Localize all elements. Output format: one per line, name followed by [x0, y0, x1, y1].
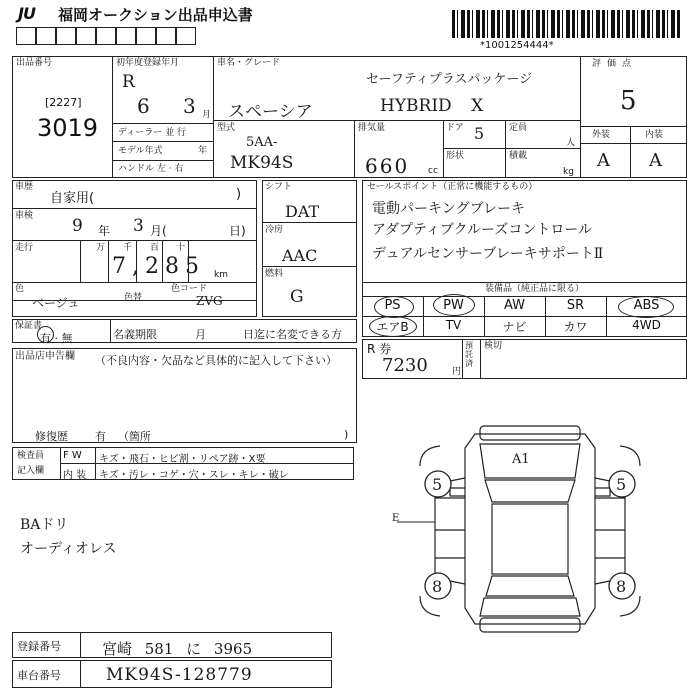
- inspector-row1-items: キズ・飛石・ヒビ割・リペア跡・X要: [99, 454, 266, 465]
- mileage-digit-3: 百: [150, 243, 160, 253]
- dealer-label: ディーラー 並 行: [118, 128, 187, 138]
- displacement-unit: cc: [428, 166, 438, 176]
- r-label: R 券: [367, 342, 392, 356]
- handle-label: ハンドル 左 · 右: [118, 164, 184, 174]
- maint-label: 名義期限: [113, 328, 157, 341]
- equip-aw: AW: [503, 298, 526, 313]
- capacity-unit: 人: [566, 138, 576, 148]
- r-unit: 円: [452, 367, 462, 377]
- inspection-month-unit: 月(: [150, 224, 167, 238]
- color-no-label: 色替: [124, 293, 143, 303]
- inspection-month: 3: [133, 216, 144, 236]
- inspector-label-2: 記入欄: [17, 466, 45, 476]
- inspection-note-1: BAドリ: [20, 517, 69, 533]
- dealer-section-note: （不良内容・欠品など具体的に記入して下さい）: [95, 354, 337, 367]
- color-code: ZVG: [196, 294, 223, 308]
- sales-point-1: 電動パーキングブレーキ: [372, 201, 526, 217]
- equip-ps-circle: [374, 296, 414, 318]
- color-label: 色: [15, 284, 25, 294]
- mileage-digit-2: 千: [123, 243, 133, 253]
- tire-rear-right: 8: [616, 577, 627, 596]
- shift-label: シフト: [265, 182, 293, 192]
- inspector-row1-head: F W: [63, 450, 82, 461]
- equip-tv: TV: [445, 318, 462, 332]
- load-unit: kg: [563, 167, 574, 177]
- usage-label: 車歴: [15, 182, 34, 192]
- lot-small: [2227]: [45, 96, 82, 109]
- reg-month: 3: [183, 94, 196, 118]
- mileage: 7,285: [112, 254, 205, 279]
- warranty-label: 保証書: [15, 321, 43, 331]
- inspection-note-2: オーディオレス: [20, 541, 117, 557]
- tire-front-right: 5: [616, 475, 627, 494]
- reg-era: R: [122, 72, 135, 92]
- equipment-label: 装備品（純正品に限る）: [485, 284, 585, 294]
- plate-label: 登録番号: [17, 640, 61, 653]
- barcode-number: *1001254444*: [480, 40, 554, 51]
- color-value: ベージュ: [32, 296, 80, 310]
- inspection-year: 9: [72, 216, 83, 236]
- displacement: 660: [365, 154, 410, 178]
- model-year-label: モデル年式: [118, 146, 163, 156]
- evaluation-score: 5: [620, 86, 637, 116]
- warranty-options: 有 · 無: [40, 332, 73, 345]
- form-title: 福岡オークション出品申込書: [58, 6, 253, 24]
- doors-label: ドア: [446, 123, 464, 133]
- fuel-value: G: [290, 287, 304, 307]
- interior-label: 内装: [645, 130, 664, 140]
- equip-leather: カワ: [563, 320, 588, 334]
- transfer-text: 日迄に名変できる方: [243, 328, 342, 341]
- equip-pw-circle: [433, 294, 475, 316]
- mileage-digit-4: 十: [176, 243, 186, 253]
- sales-point-3: デュアルセンサーブレーキサポートⅡ: [372, 246, 604, 262]
- chassis-label: 車台番号: [17, 669, 61, 682]
- inspector-row2-head: 内 装: [63, 470, 87, 481]
- r-value: 7230: [382, 355, 428, 376]
- equip-airbag-circle: [369, 316, 417, 337]
- model-year-unit: 年: [198, 146, 208, 156]
- equip-4wd: 4WD: [632, 318, 661, 332]
- tire-front-left: 5: [432, 475, 443, 494]
- r-sub-label: 預託済: [465, 341, 473, 368]
- interior-grade: A: [649, 150, 662, 171]
- grade-note: セーフティプラスパッケージ: [366, 72, 533, 87]
- dealer-section-label: 出品店申告欄: [15, 351, 75, 362]
- aircon-value: AAC: [282, 246, 318, 265]
- damage-mark-e: E: [392, 513, 400, 524]
- exterior-label: 外装: [592, 130, 611, 140]
- lot-number: 3019: [37, 114, 99, 142]
- equip-airbag: エアB: [376, 320, 409, 334]
- equip-abs-circle: [618, 296, 674, 318]
- equip-pw: PW: [443, 298, 464, 313]
- shape-label: 形状: [446, 151, 465, 161]
- equip-navi: ナビ: [502, 320, 527, 334]
- displacement-label: 排気量: [358, 123, 386, 133]
- first-reg-label: 初年度登録年月: [116, 58, 180, 68]
- inspector-row2-items: キズ・汚レ・コゲ・穴・スレ・キレ・破レ: [99, 470, 289, 481]
- model-code: MK94S: [230, 153, 294, 173]
- color-code-label: 色コード: [171, 284, 208, 294]
- sales-label: セールスポイント（正常に機能するもの）: [367, 182, 538, 192]
- remarks-label: 検切: [484, 341, 503, 351]
- car-name: スペーシア: [228, 102, 313, 122]
- equip-ps: PS: [384, 298, 401, 313]
- score-label: 評価点: [592, 59, 638, 69]
- maint-month: 月: [195, 328, 206, 341]
- car-diagram: [380, 418, 680, 638]
- usage-value: 自家用(: [50, 191, 95, 206]
- inspection-day-unit: 日): [229, 224, 246, 238]
- equip-abs: ABS: [633, 298, 660, 313]
- repair-label: 修復歴: [35, 430, 68, 443]
- doors: 5: [474, 124, 485, 143]
- tire-rear-left: 8: [432, 577, 443, 596]
- inspection-label: 車検: [15, 211, 34, 221]
- mileage-unit: km: [214, 270, 228, 280]
- mileage-label: 走行: [15, 243, 34, 253]
- plate-value: 宮崎 581 に 3965: [102, 640, 253, 658]
- repair-place: （箇所: [118, 430, 151, 443]
- car-name-label: 車名・グレード: [217, 58, 281, 68]
- inspector-label-1: 検査員: [17, 451, 45, 461]
- reg-year: 6: [137, 94, 150, 118]
- sales-point-2: アダプティブクルーズコントロール: [372, 222, 593, 238]
- capacity-label: 定員: [509, 123, 528, 133]
- logo: JU: [18, 4, 35, 23]
- model-code-label: 型式: [217, 123, 236, 133]
- usage-close: ): [236, 187, 242, 202]
- warranty-circle: [37, 326, 54, 343]
- load-label: 積載: [509, 151, 528, 161]
- exterior-grade: A: [597, 150, 610, 171]
- reg-month-unit: 月: [202, 110, 212, 120]
- listing-number-label: 出品番号: [16, 58, 53, 68]
- chassis-value: MK94S-128779: [106, 665, 253, 685]
- equip-sr: SR: [566, 298, 585, 313]
- aircon-label: 冷房: [265, 225, 284, 235]
- model-code-prefix: 5AA-: [246, 135, 278, 150]
- shift-value: DAT: [285, 202, 320, 221]
- damage-mark-a1: A1: [512, 452, 530, 467]
- mileage-digit-1: 万: [96, 243, 106, 253]
- inspection-year-unit: 年: [98, 224, 111, 238]
- fuel-label: 燃料: [265, 269, 284, 279]
- barcode: [452, 10, 680, 38]
- car-grade: HYBRID X: [380, 96, 484, 116]
- repair-close: ): [344, 428, 349, 441]
- repair-value: 有: [95, 430, 106, 443]
